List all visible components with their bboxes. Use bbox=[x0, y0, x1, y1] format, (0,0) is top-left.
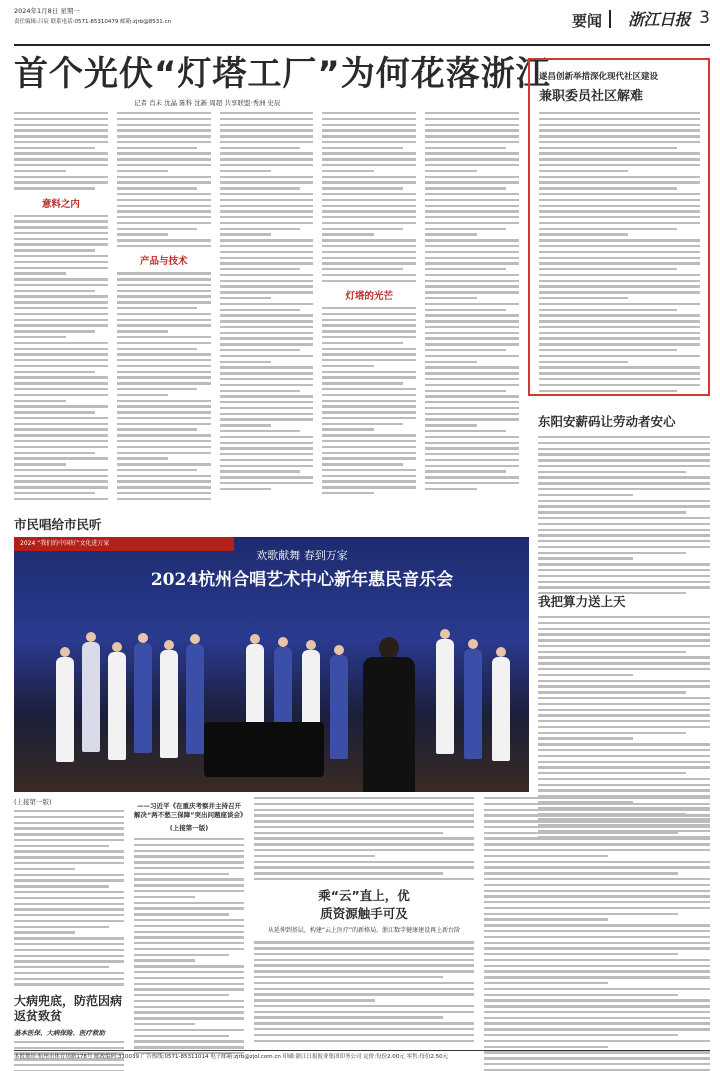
quote-headline: ——习近平《在重庆考察并主持召开解决“两不愁三保障”突出问题座谈会》 bbox=[134, 802, 247, 819]
body-text bbox=[254, 797, 474, 880]
body-text bbox=[117, 272, 211, 500]
continued-label: (上接第一版) bbox=[14, 798, 52, 806]
body-text bbox=[134, 838, 244, 1054]
body-text bbox=[117, 112, 211, 247]
newspaper-logo: 浙江日报 bbox=[627, 10, 690, 29]
concert-photo bbox=[14, 537, 529, 792]
bottom-column-3 bbox=[254, 797, 474, 1042]
featured-box bbox=[528, 58, 710, 396]
body-text bbox=[322, 112, 416, 282]
subhead-3: 灯塔的光芒 bbox=[345, 291, 394, 303]
issue-date: 2024年1月8日 星期一 bbox=[14, 7, 80, 15]
lead-columns bbox=[14, 112, 519, 500]
conductor-figure bbox=[359, 637, 419, 792]
singer-figure bbox=[434, 629, 456, 764]
singer-figure bbox=[328, 645, 350, 767]
grand-piano bbox=[204, 722, 324, 777]
stage-banner bbox=[72, 543, 529, 603]
singer-figure bbox=[80, 632, 102, 762]
singer-figure bbox=[132, 633, 154, 763]
editor-info: 责任编辑:吕宸 联系电话:0571-85310479 邮箱:zjrb@8531.cn bbox=[14, 19, 171, 25]
side-article-anxin bbox=[538, 412, 710, 594]
section-name: 要闻 bbox=[571, 12, 602, 30]
photo-section-header bbox=[14, 515, 519, 533]
bottom-column-2 bbox=[134, 797, 247, 1054]
subhead-1: 意料之内 bbox=[41, 198, 80, 210]
lower-headline: 大病兜底，防范因病返贫致贫 bbox=[14, 993, 123, 1023]
section-divider bbox=[609, 10, 611, 28]
singer-figure bbox=[462, 639, 484, 767]
banner-event-title: 2024杭州合唱艺术中心新年惠民音乐会 bbox=[150, 570, 454, 590]
subhead-2: 产品与技术 bbox=[139, 256, 188, 268]
continued-label: (上接第一版) bbox=[169, 824, 209, 832]
page-number: 3 bbox=[699, 8, 710, 28]
body-text bbox=[14, 810, 124, 986]
body-text bbox=[14, 215, 108, 501]
singer-figure bbox=[106, 642, 128, 767]
body-text bbox=[14, 112, 108, 190]
banner-slogan: 欢歌献舞 春到万家 bbox=[256, 549, 348, 562]
body-text bbox=[538, 436, 710, 594]
page-footer: 本报地址:杭州市体育场路178号 邮政编码:310039 广告热线:0571-85311014 电子邮箱:zjrb@zjol.com.cn 印刷:浙江日报报业集团印务公司 定价:每份2.00元 零售:每份2.50元 bbox=[14, 1050, 710, 1066]
bottom-column-1 bbox=[14, 797, 124, 1071]
lead-column-1 bbox=[14, 112, 108, 500]
cloud-headline-line-2: 质资源触手可及 bbox=[320, 906, 408, 922]
lead-headline: 首个光伏“灯塔工厂”为何花落浙江 bbox=[14, 54, 551, 94]
lower-subtitle: 基本医保、大病保险、医疗救助 bbox=[14, 1028, 105, 1037]
lead-column-5 bbox=[425, 112, 519, 500]
lead-column-3 bbox=[220, 112, 314, 500]
bottom-section bbox=[14, 797, 710, 1047]
singer-figure bbox=[184, 634, 206, 762]
lead-column-2 bbox=[117, 112, 211, 500]
banner-red-strip: 2024 “我们的中国好”文化进万家 bbox=[14, 537, 234, 551]
lead-byline: 记者 肖未 沈晶 陈科 沈新 周超 共享联盟·秀洲 史辰 bbox=[134, 99, 281, 107]
lead-column-4 bbox=[322, 112, 416, 500]
cloud-headline-line-1: 乘“云”直上，优 bbox=[318, 888, 410, 904]
box-kicker: 遂昌创新举措深化现代社区建设 bbox=[539, 72, 659, 82]
body-text bbox=[484, 797, 710, 1071]
singer-figure bbox=[54, 647, 76, 767]
side-headline-1: 东阳安薪码让劳动者安心 bbox=[538, 414, 676, 429]
body-text bbox=[254, 941, 474, 1042]
lead-article bbox=[14, 52, 551, 582]
masthead bbox=[14, 4, 710, 46]
photo-section-title: 市民唱给市民听 bbox=[14, 517, 102, 532]
bottom-column-4 bbox=[484, 797, 710, 1071]
singer-figure bbox=[490, 647, 512, 769]
box-headline: 兼职委员社区解难 bbox=[539, 89, 644, 104]
body-text bbox=[220, 112, 314, 490]
body-text bbox=[322, 307, 416, 494]
body-text bbox=[425, 112, 519, 490]
side-headline-2: 我把算力送上天 bbox=[538, 594, 626, 609]
box-body-text bbox=[539, 112, 700, 392]
cloud-subtitle: 从延伸到基层，构建“云上医疗”的新格局，浙江数字健康建设再上新台阶 bbox=[267, 927, 461, 935]
singer-figure bbox=[158, 640, 180, 765]
